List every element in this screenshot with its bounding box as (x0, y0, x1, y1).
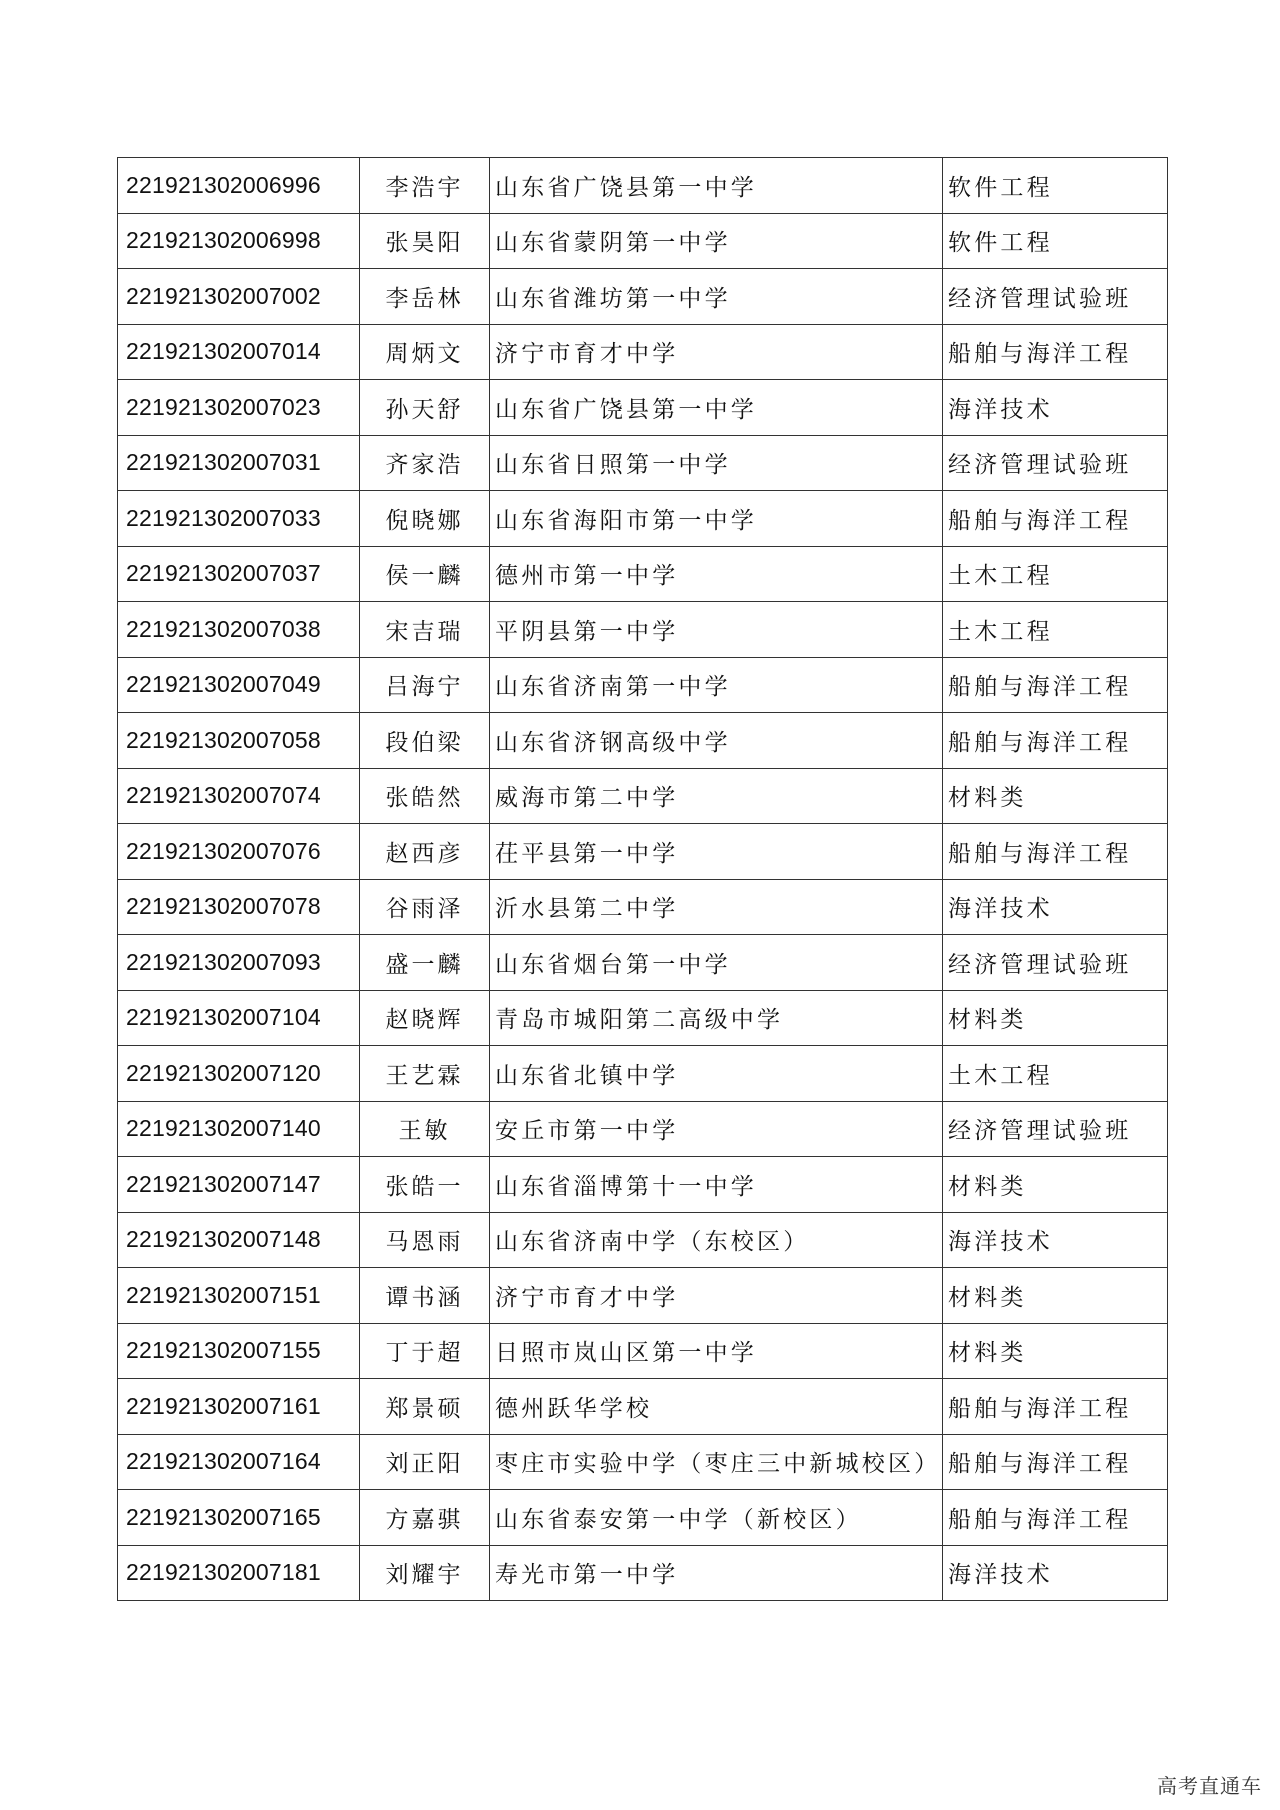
student-name-cell: 谷雨泽 (360, 879, 490, 935)
school-cell: 山东省泰安第一中学（新校区） (490, 1490, 943, 1546)
school-cell: 茌平县第一中学 (490, 824, 943, 880)
table-row (118, 657, 1168, 713)
candidate-id-cell: 221921302007093 (118, 935, 360, 991)
student-name-cell: 赵晓辉 (360, 990, 490, 1046)
school-cell: 山东省日照第一中学 (490, 435, 943, 491)
school-cell: 沂水县第二中学 (490, 879, 943, 935)
student-name-cell: 周炳文 (360, 324, 490, 380)
table-row (118, 158, 1168, 214)
school-cell: 济宁市育才中学 (490, 1268, 943, 1324)
candidate-id-cell: 221921302007147 (118, 1157, 360, 1213)
major-cell: 海洋技术 (943, 1545, 1168, 1601)
major-cell: 材料类 (943, 1323, 1168, 1379)
table-row (118, 1268, 1168, 1324)
major-cell: 材料类 (943, 1157, 1168, 1213)
school-cell: 山东省蒙阴第一中学 (490, 213, 943, 269)
candidate-id-cell: 221921302007155 (118, 1323, 360, 1379)
candidate-id-cell: 221921302007058 (118, 713, 360, 769)
major-cell: 土木工程 (943, 1046, 1168, 1102)
major-cell: 材料类 (943, 1268, 1168, 1324)
candidate-id-cell: 221921302007164 (118, 1434, 360, 1490)
candidate-id-cell: 221921302007031 (118, 435, 360, 491)
candidate-id-cell: 221921302007033 (118, 491, 360, 547)
candidate-id-cell: 221921302007049 (118, 657, 360, 713)
table-row (118, 1212, 1168, 1268)
candidate-id-cell: 221921302007074 (118, 768, 360, 824)
school-cell: 山东省济南中学（东校区） (490, 1212, 943, 1268)
student-name-cell: 李浩宇 (360, 158, 490, 214)
major-cell: 船舶与海洋工程 (943, 1379, 1168, 1435)
admission-roster-table (117, 157, 1168, 1601)
student-name-cell: 方嘉骐 (360, 1490, 490, 1546)
candidate-id-cell: 221921302007104 (118, 990, 360, 1046)
candidate-id-cell: 221921302007140 (118, 1101, 360, 1157)
major-cell: 经济管理试验班 (943, 935, 1168, 991)
school-cell: 寿光市第一中学 (490, 1545, 943, 1601)
school-cell: 平阴县第一中学 (490, 602, 943, 658)
candidate-id-cell: 221921302007151 (118, 1268, 360, 1324)
student-name-cell: 赵西彦 (360, 824, 490, 880)
student-name-cell: 张昊阳 (360, 213, 490, 269)
school-cell: 日照市岚山区第一中学 (490, 1323, 943, 1379)
school-cell: 青岛市城阳第二高级中学 (490, 990, 943, 1046)
school-cell: 山东省北镇中学 (490, 1046, 943, 1102)
table-row (118, 380, 1168, 436)
major-cell: 船舶与海洋工程 (943, 1490, 1168, 1546)
student-name-cell: 张皓然 (360, 768, 490, 824)
major-cell: 经济管理试验班 (943, 1101, 1168, 1157)
student-name-cell: 孙天舒 (360, 380, 490, 436)
school-cell: 德州市第一中学 (490, 546, 943, 602)
major-cell: 土木工程 (943, 602, 1168, 658)
student-name-cell: 张皓一 (360, 1157, 490, 1213)
major-cell: 船舶与海洋工程 (943, 491, 1168, 547)
student-name-cell: 谭书涵 (360, 1268, 490, 1324)
candidate-id-cell: 221921302007002 (118, 269, 360, 325)
table-row (118, 1545, 1168, 1601)
student-name-cell: 刘正阳 (360, 1434, 490, 1490)
student-name-cell: 郑景硕 (360, 1379, 490, 1435)
candidate-id-cell: 221921302006996 (118, 158, 360, 214)
table-row (118, 269, 1168, 325)
student-name-cell: 侯一麟 (360, 546, 490, 602)
student-name-cell: 李岳林 (360, 269, 490, 325)
school-cell: 山东省潍坊第一中学 (490, 269, 943, 325)
table-row (118, 1379, 1168, 1435)
candidate-id-cell: 221921302007120 (118, 1046, 360, 1102)
table-row (118, 879, 1168, 935)
school-cell: 安丘市第一中学 (490, 1101, 943, 1157)
major-cell: 材料类 (943, 990, 1168, 1046)
major-cell: 海洋技术 (943, 1212, 1168, 1268)
table-row (118, 1157, 1168, 1213)
major-cell: 船舶与海洋工程 (943, 657, 1168, 713)
candidate-id-cell: 221921302007161 (118, 1379, 360, 1435)
student-name-cell: 段伯梁 (360, 713, 490, 769)
table-row (118, 1434, 1168, 1490)
table-row (118, 324, 1168, 380)
candidate-id-cell: 221921302007014 (118, 324, 360, 380)
student-name-cell: 马恩雨 (360, 1212, 490, 1268)
school-cell: 山东省济南第一中学 (490, 657, 943, 713)
watermark-text: 高考直通车 (1157, 1774, 1262, 1798)
table-row (118, 1101, 1168, 1157)
table-row (118, 1323, 1168, 1379)
school-cell: 威海市第二中学 (490, 768, 943, 824)
table-row (118, 935, 1168, 991)
school-cell: 山东省淄博第十一中学 (490, 1157, 943, 1213)
student-name-cell: 王艺霖 (360, 1046, 490, 1102)
table-row (118, 435, 1168, 491)
major-cell: 船舶与海洋工程 (943, 324, 1168, 380)
student-name-cell: 王敏 (360, 1101, 490, 1157)
school-cell: 山东省济钢高级中学 (490, 713, 943, 769)
table-row (118, 1490, 1168, 1546)
candidate-id-cell: 221921302007148 (118, 1212, 360, 1268)
major-cell: 海洋技术 (943, 380, 1168, 436)
student-name-cell: 丁于超 (360, 1323, 490, 1379)
table-row (118, 213, 1168, 269)
candidate-id-cell: 221921302007037 (118, 546, 360, 602)
student-name-cell: 吕海宁 (360, 657, 490, 713)
table-row (118, 824, 1168, 880)
school-cell: 德州跃华学校 (490, 1379, 943, 1435)
table-row (118, 713, 1168, 769)
table-row (118, 990, 1168, 1046)
roster-table-body (118, 158, 1168, 1601)
major-cell: 软件工程 (943, 158, 1168, 214)
major-cell: 船舶与海洋工程 (943, 713, 1168, 769)
table-row (118, 602, 1168, 658)
major-cell: 材料类 (943, 768, 1168, 824)
candidate-id-cell: 221921302007165 (118, 1490, 360, 1546)
student-name-cell: 倪晓娜 (360, 491, 490, 547)
major-cell: 土木工程 (943, 546, 1168, 602)
school-cell: 山东省广饶县第一中学 (490, 380, 943, 436)
school-cell: 济宁市育才中学 (490, 324, 943, 380)
candidate-id-cell: 221921302006998 (118, 213, 360, 269)
candidate-id-cell: 221921302007076 (118, 824, 360, 880)
student-name-cell: 盛一麟 (360, 935, 490, 991)
student-name-cell: 齐家浩 (360, 435, 490, 491)
student-name-cell: 刘耀宇 (360, 1545, 490, 1601)
table-row (118, 1046, 1168, 1102)
candidate-id-cell: 221921302007181 (118, 1545, 360, 1601)
table-row (118, 546, 1168, 602)
table-row (118, 768, 1168, 824)
major-cell: 经济管理试验班 (943, 269, 1168, 325)
major-cell: 海洋技术 (943, 879, 1168, 935)
candidate-id-cell: 221921302007023 (118, 380, 360, 436)
student-name-cell: 宋吉瑞 (360, 602, 490, 658)
candidate-id-cell: 221921302007038 (118, 602, 360, 658)
school-cell: 山东省广饶县第一中学 (490, 158, 943, 214)
major-cell: 经济管理试验班 (943, 435, 1168, 491)
school-cell: 山东省烟台第一中学 (490, 935, 943, 991)
school-cell: 枣庄市实验中学（枣庄三中新城校区） (490, 1434, 943, 1490)
table-row (118, 491, 1168, 547)
major-cell: 船舶与海洋工程 (943, 1434, 1168, 1490)
school-cell: 山东省海阳市第一中学 (490, 491, 943, 547)
major-cell: 船舶与海洋工程 (943, 824, 1168, 880)
candidate-id-cell: 221921302007078 (118, 879, 360, 935)
major-cell: 软件工程 (943, 213, 1168, 269)
